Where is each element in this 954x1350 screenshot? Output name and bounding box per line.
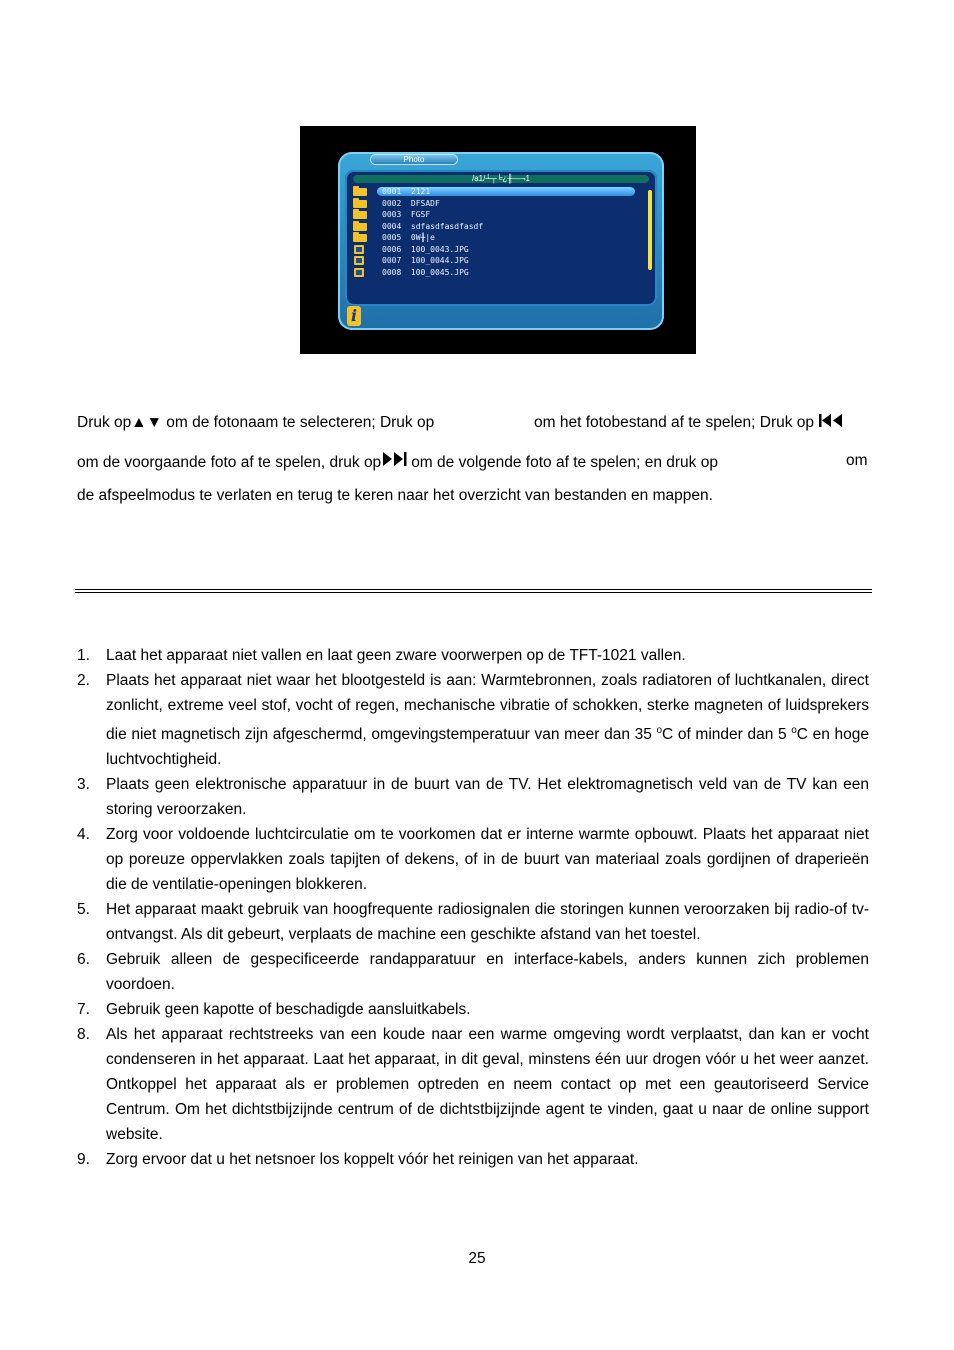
list-item xyxy=(77,822,869,897)
instruction-text: om de voorgaande foto af te spelen, druk op xyxy=(77,454,382,471)
list-item xyxy=(77,1022,869,1147)
list-item xyxy=(77,947,869,997)
item-number: 8. xyxy=(77,1026,90,1044)
file-name: 0001 2121 xyxy=(382,187,431,196)
file-list xyxy=(351,186,641,278)
item-number: 6. xyxy=(77,951,90,969)
file-name: 0004 sdfasdfasdfasdf xyxy=(382,221,484,231)
current-path: /a1/┴┬╘¿╫—¬1 xyxy=(353,175,649,183)
up-down-arrows: ▲▼ xyxy=(131,414,162,431)
item-text: Als het apparaat rechtstreeks van een koude naar een warme omgeving wordt verplaatst, dan kan er vocht condenseren in het apparaat. Laat het apparaat, in dit geval, minstens één uur drogen vóór u het weer aanzet. Ontkoppel het apparaat als er problemen optreden en neem contact op met een geautoriseerd Service Centrum. Om het dichtstbijzijnde centrum of de dichtstbijzijnde agent te vinden, gaat u naar de online support website. xyxy=(106,1026,869,1144)
folder-icon xyxy=(353,200,367,208)
file-row[interactable] xyxy=(351,267,641,279)
file-row[interactable] xyxy=(351,244,641,256)
item-text: Plaats het apparaat niet waar het blootgesteld is aan: Warmtebronnen, zoals radiatoren of luchtkanalen, direct zonlicht, extreme veel stof, vocht of regen, mechanische vibratie of schokken, sterke magneten of luidsprekers die niet magnetisch zijn afgeschermd, omgevingstemperatuur van meer dan 35 $^o$C of minder dan 5 $^o$C en hoge luchtvochtigheid. xyxy=(106,672,869,769)
list-item xyxy=(77,897,869,947)
item-text: Gebruik geen kapotte of beschadigde aansluitkabels. xyxy=(106,1001,471,1019)
scrollbar[interactable] xyxy=(646,188,654,284)
file-browser xyxy=(345,170,657,306)
list-item xyxy=(77,1147,869,1172)
item-number: 2. xyxy=(77,672,90,689)
file-name: 0002 DFSADF xyxy=(382,198,440,208)
section-divider xyxy=(75,589,872,593)
instruction-line-1b xyxy=(534,413,844,435)
file-name: 0007 100_0044.JPG xyxy=(382,256,469,265)
folder-icon xyxy=(353,211,367,219)
item-number: 5. xyxy=(77,901,90,919)
item-text: Zorg voor voldoende luchtcirculatie om te voorkomen dat er interne warmte opbouwt. Plaats het apparaat niet op poreuze oppervlakken zoals tapijten of dekens, of in de buurt van materiaal zoals gordijnen of draperieën die de ventilatie-openingen blokkeren. xyxy=(106,826,869,894)
item-number: 4. xyxy=(77,826,90,844)
image-file-icon xyxy=(354,256,364,265)
image-file-icon xyxy=(354,268,364,277)
list-item xyxy=(77,668,869,772)
instruction-text: om xyxy=(846,452,868,469)
photo-menu-panel xyxy=(338,152,664,330)
item-text: Het apparaat maakt gebruik van hoogfrequente radiosignalen die storingen kunnen veroorzaken bij radio-of tv-ontvangst. Als dit gebeurt, verplaats de machine een geschikte afstand van het toestel. xyxy=(106,901,869,944)
instruction-text: om het fotobestand af te spelen; Druk op xyxy=(534,414,815,431)
photo-browser-screenshot xyxy=(300,126,696,354)
file-row[interactable] xyxy=(351,221,641,233)
item-text: Gebruik alleen de gespecificeerde randapparatuur en interface-kabels, anders kunnen zich problemen voordoen. xyxy=(106,951,869,994)
list-item xyxy=(77,772,869,822)
instruction-line-2b xyxy=(846,451,868,471)
item-number: 3. xyxy=(77,776,90,794)
safety-list xyxy=(77,643,869,1172)
instruction-text: de afspeelmodus te verlaten en terug te keren naar het overzicht van bestanden en mappen. xyxy=(77,487,713,504)
instruction-text: om de volgende foto af te spelen; en druk op xyxy=(411,454,718,471)
list-item xyxy=(77,997,869,1022)
file-row[interactable] xyxy=(351,232,641,244)
degree-sup: o xyxy=(656,725,663,736)
item-text: Laat het apparaat niet vallen en laat geen zware voorwerpen op de TFT-1021 vallen. xyxy=(106,647,686,664)
item-text: Zorg ervoor dat u het netsnoer los koppelt vóór het reinigen van het apparaat. xyxy=(106,1151,639,1169)
instruction-line-2 xyxy=(77,451,718,475)
file-row[interactable] xyxy=(351,186,641,198)
file-name: 0003 FGSF xyxy=(382,210,431,219)
menu-title: Photo xyxy=(371,155,457,164)
instruction-line-3 xyxy=(77,486,713,506)
list-item xyxy=(77,643,869,668)
folder-icon xyxy=(353,234,367,242)
file-name: 0008 100_0045.JPG xyxy=(382,267,469,277)
file-row[interactable] xyxy=(351,255,641,267)
file-row[interactable] xyxy=(351,209,641,221)
item-number: 7. xyxy=(77,1001,90,1019)
file-name: 0006 100_0043.JPG xyxy=(382,244,469,254)
instruction-text: om de fotonaam te selecteren; Druk op xyxy=(161,414,435,431)
next-icon xyxy=(381,451,411,475)
item-number: 9. xyxy=(77,1151,90,1169)
instruction-text: Druk op xyxy=(77,414,132,431)
folder-icon xyxy=(353,188,367,196)
image-file-icon xyxy=(354,245,364,254)
folder-icon xyxy=(353,223,367,231)
file-row[interactable] xyxy=(351,198,641,210)
item-text: Plaats geen elektronische apparatuur in de buurt van de TV. Het elektromagnetisch veld van de TV kan een storing veroorzaken. xyxy=(106,776,869,819)
scroll-thumb[interactable] xyxy=(648,190,652,270)
instruction-line-1 xyxy=(77,413,434,433)
previous-icon xyxy=(818,413,844,435)
info-icon: i xyxy=(347,306,361,326)
item-number: 1. xyxy=(77,647,90,664)
degree-sup: o xyxy=(791,725,797,736)
page-number: 25 xyxy=(468,1250,486,1267)
file-name: 0005 0W╫|e xyxy=(382,233,435,242)
